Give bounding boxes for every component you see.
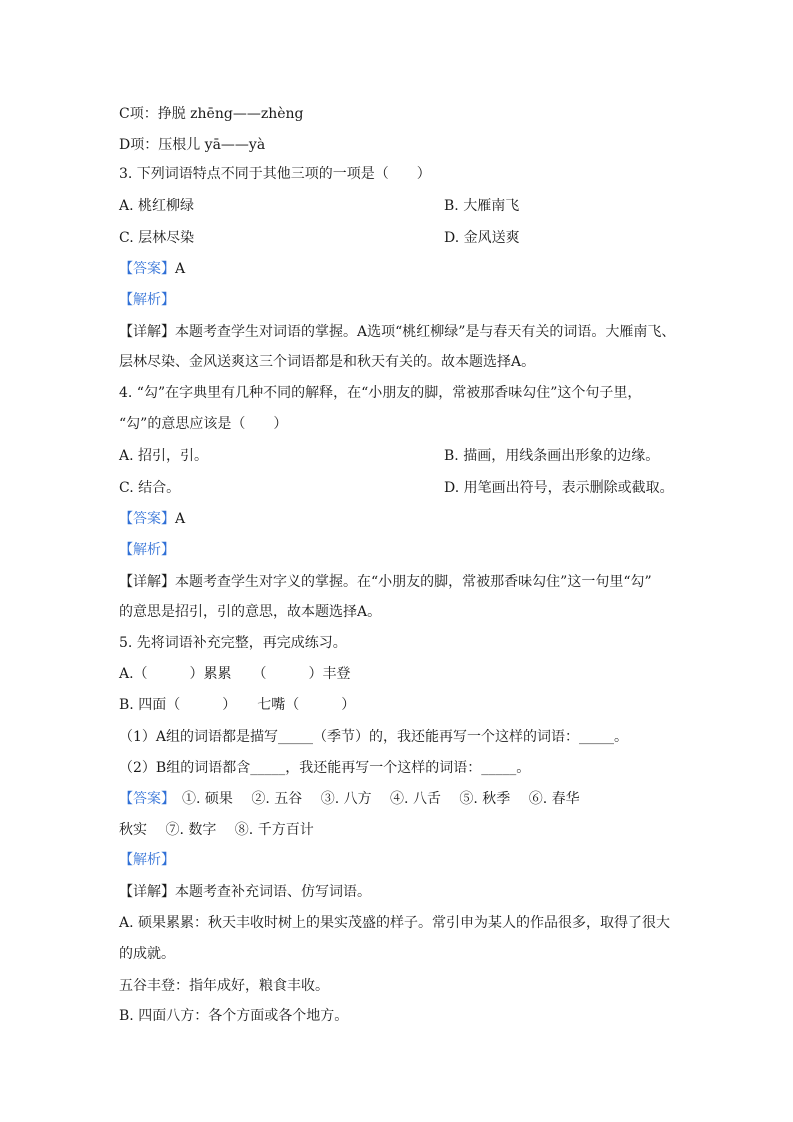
q4-option-b: B. 描画，用线条画出形象的边缘。	[444, 448, 660, 464]
q4-answer	[119, 509, 185, 529]
q4-option-d: D. 用笔画出符号，表示删除或截取。	[444, 480, 674, 496]
q4-detail-line-2: 的意思是招引，引的意思，故本题选择A。	[119, 604, 382, 620]
q5-analysis-tag: 【解析】	[119, 852, 175, 868]
answer-value: A	[175, 511, 186, 527]
q3-answer	[119, 259, 185, 279]
detail-tag: 【详解】	[119, 884, 175, 900]
question-4-line-2: “勾”的意思应该是（ ）	[119, 416, 288, 432]
q3-option-c: C. 层林尽染	[119, 230, 195, 246]
answer-value: A	[175, 261, 186, 277]
q5-group-a: A.（ ）累累 （ ）丰登	[119, 666, 351, 682]
q3-option-b: B. 大雁南飞	[444, 198, 520, 214]
q5-subquestion-2: （2）B组的词语都含_____，我还能再写一个这样的词语：_____。	[119, 760, 531, 776]
q4-option-c: C. 结合。	[119, 480, 181, 496]
q5-answer-line-2: 秋实 ⑦. 数字 ⑧. 千方百计	[119, 822, 314, 838]
question-4-line-1: 4. “勾”在字典里有几种不同的解释，在“小朋友的脚，常被那香味勾住”这个句子里，	[119, 385, 642, 401]
answer-tag: 【答案】	[119, 791, 168, 807]
q3-detail-line-2: 层林尽染、金风送爽这三个词语都是和秋天有关的。故本题选择A。	[119, 354, 536, 370]
q3-analysis-tag: 【解析】	[119, 292, 175, 308]
option-c-pinyin: C项：挣脱 zhēng——zhèng	[119, 106, 304, 122]
q5-group-b: B. 四面（ ） 七嘴（ ）	[119, 697, 356, 713]
q3-option-d: D. 金风送爽	[444, 230, 520, 246]
q4-detail-line-1: 【详解】本题考查学生对字义的掌握。在“小朋友的脚，常被那香味勾住”这一句里“勾”	[119, 574, 652, 590]
q3-detail-line-1: 【详解】本题考查学生对词语的掌握。A选项“桃红柳绿”是与春天有关的词语。大雁南飞、	[119, 324, 676, 340]
question-3: 3. 下列词语特点不同于其他三项的一项是（ ）	[119, 166, 431, 182]
q5-detail-line-3: 的成就。	[119, 946, 175, 962]
question-5: 5. 先将词语补充完整，再完成练习。	[119, 635, 347, 651]
answer-tag: 【答案】	[119, 511, 175, 527]
q5-subquestion-1: （1）A组的词语都是描写_____（季节）的，我还能再写一个这样的词语：_____。	[119, 729, 629, 745]
answer-tag: 【答案】	[119, 261, 175, 277]
q5-answer-line-1: 【答案】 ①. 硕果 ②. 五谷 ③. 八方 ④. 八舌 ⑤. 秋季 ⑥. 春华	[119, 791, 580, 807]
detail-tag: 【详解】	[119, 324, 175, 340]
option-d-pinyin: D项：压根儿 yā——yà	[119, 137, 266, 153]
q4-option-a: A. 招引，引。	[119, 448, 209, 464]
q5-detail-line-4: 五谷丰登：指年成好，粮食丰收。	[119, 978, 329, 994]
detail-tag: 【详解】	[119, 574, 175, 590]
q5-detail-line-5: B. 四面八方：各个方面或各个地方。	[119, 1008, 349, 1024]
q5-detail-line-2: A. 硕果累累：秋天丰收时树上的果实茂盛的样子。常引申为某人的作品很多，取得了很大	[119, 915, 671, 931]
q3-option-a: A. 桃红柳绿	[119, 198, 195, 214]
q5-detail-line-1: 【详解】本题考查补充词语、仿写词语。	[119, 884, 371, 900]
q4-analysis-tag: 【解析】	[119, 542, 175, 558]
